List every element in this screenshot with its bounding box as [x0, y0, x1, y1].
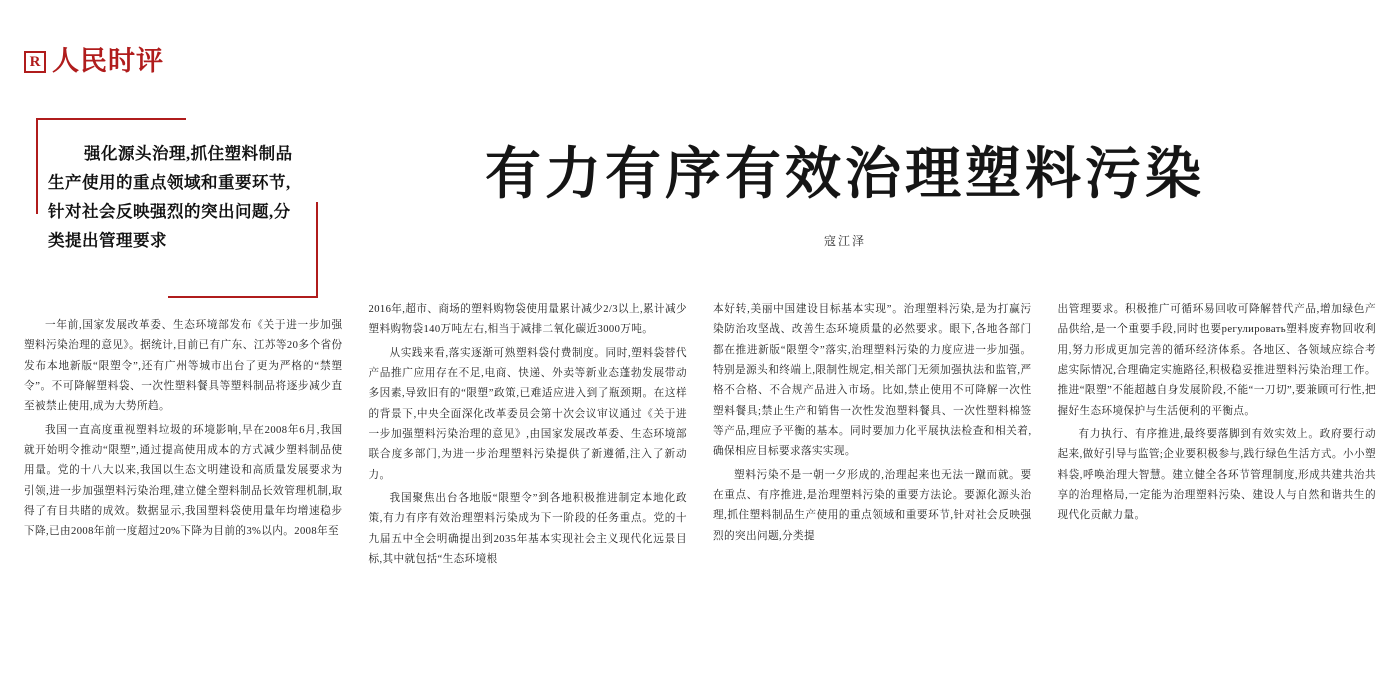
paragraph: 我国一直高度重视塑料垃圾的环境影响,早在2008年6月,我国就开始明令推动“限塑”,通过提高使用成本的方式减少塑料制品使用量。党的十八大以来,我国以生态文明建设和高质量发展要求为引领,进一步加强塑料污染治理,建立健全塑料制品长效管理机制,取得了有目共睹的成效。数据显示,我国塑料袋使用量年均增速稳步下降,已由2008年前一度超过20%下降为目前的3%以内。2008年至 — [24, 424, 343, 538]
paragraph: 我国聚焦出台各地版“限塑令”到各地积极推进制定本地化政策,有力有序有效治理塑料污染成为下一阶段的任务重点。党的十九届五中全会明确提出到2035年基本实现社会主义现代化远景目标,其中就包括“生态环境根 — [368, 492, 687, 565]
paragraph: 从实践来看,落实逐渐可熟塑料袋付费制度。同时,塑料袋替代产品推广应用存在不足,电商、快递、外卖等新业态蓬勃发展带动多因素,导致旧有的“限塑”政策,已难适应进入到了瓶颈期。在这样的背景下,中央全面深化改革委员会第十次会议审议通过《关于进一步加强塑料污染治理的意见》,由国家发展改革委、生态环境部联合度多部门,为进一步治理塑料污染提供了新遵循,注入了新动力。 — [368, 347, 687, 481]
paragraph: 本好转,美丽中国建设目标基本实现”。治理塑料污染,是为打赢污染防治攻坚战、改善生态环境质量的必然要求。眼下,各地各部门都在推进新版“限塑令”落实,治理塑料污染的力度应进一步加强。特别是源头和终端上,限制性规定,相关部门无须加强执法和监管,严格不合格、不合规产品进入市场。比如,禁止使用不可降解一次性塑料餐具;禁止生产和销售一次性发泡塑料餐具、一次性塑料棉签等产品,理应予平衡的基本。同时要加力化平展执法检查和相关着,确保相应目标要求落实实现。 — [713, 304, 1032, 458]
paragraph: 一年前,国家发展改革委、生态环境部发布《关于进一步加强塑料污染治理的意见》。据统计,目前已有广东、江苏等20多个省份发布本地新版“限塑令”,还有广州等城市出台了更为严格的“禁塑令”。不可降解塑料袋、一次性塑料餐具等塑料制品将逐步减少直至被禁止使用,成为大势所趋。 — [24, 320, 343, 413]
column-4 — [1058, 300, 1377, 690]
pull-quote — [30, 118, 318, 298]
paragraph: 塑料污染不是一朝一夕形成的,治理起来也无法一蹴而就。要在重点、有序推进,是治理塑料污染的重要方法论。要源化源头治理,抓住塑料制品生产使用的重点领域和重要环节,针对社会反映强烈的突出问题,分类提 — [713, 469, 1032, 542]
article-body — [24, 300, 1376, 690]
paragraph: 有力执行、有序推进,最终要落脚到有效实效上。政府要行动起来,做好引导与监管;企业要积极参与,践行绿色生活方式。小小塑料袋,呼唤治理大智慧。建立健全各环节管理制度,形成共建共治共享的治理格局,一定能为治理塑料污染、建设人与自然和谐共生的现代化贡献力量。 — [1057, 428, 1376, 522]
masthead — [24, 48, 164, 75]
people-daily-logo-icon: R — [24, 51, 46, 73]
page-title: 有力有序有效治理塑料污染 — [485, 144, 1205, 206]
byline: 寇江泽 — [823, 234, 866, 248]
column-3 — [713, 300, 1032, 690]
pull-quote-text: 强化源头治理,抓住塑料制品生产使用的重点领域和重要环节,针对社会反映强烈的突出问题,分类提出管理要求 — [48, 144, 293, 250]
masthead-title: 人民时评 — [52, 46, 164, 76]
paragraph: 2016年,超市、商场的塑料购物袋使用量累计减少2/3以上,累计减少塑料购物袋140万吨左右,相当于减排二氧化碳近3000万吨。 — [368, 304, 687, 336]
column-1 — [24, 300, 343, 690]
paragraph: 出管理要求。积极推广可循环易回收可降解替代产品,增加绿色产品供给,是一个重要手段,同时也要регулировать塑料废弃物回收利用,努力形成更加完善的循环经济体系。各地区、各领域应综合考虑实际情况,合理确定实施路径,积极稳妥推进塑料污染治理工作。推进“限塑”不能超越自身发展阶段,不能“一刀切”,要兼顾可行性,把握好生态环境保护与生活便利的平衡点。 — [1057, 304, 1376, 417]
column-2 — [369, 300, 688, 690]
